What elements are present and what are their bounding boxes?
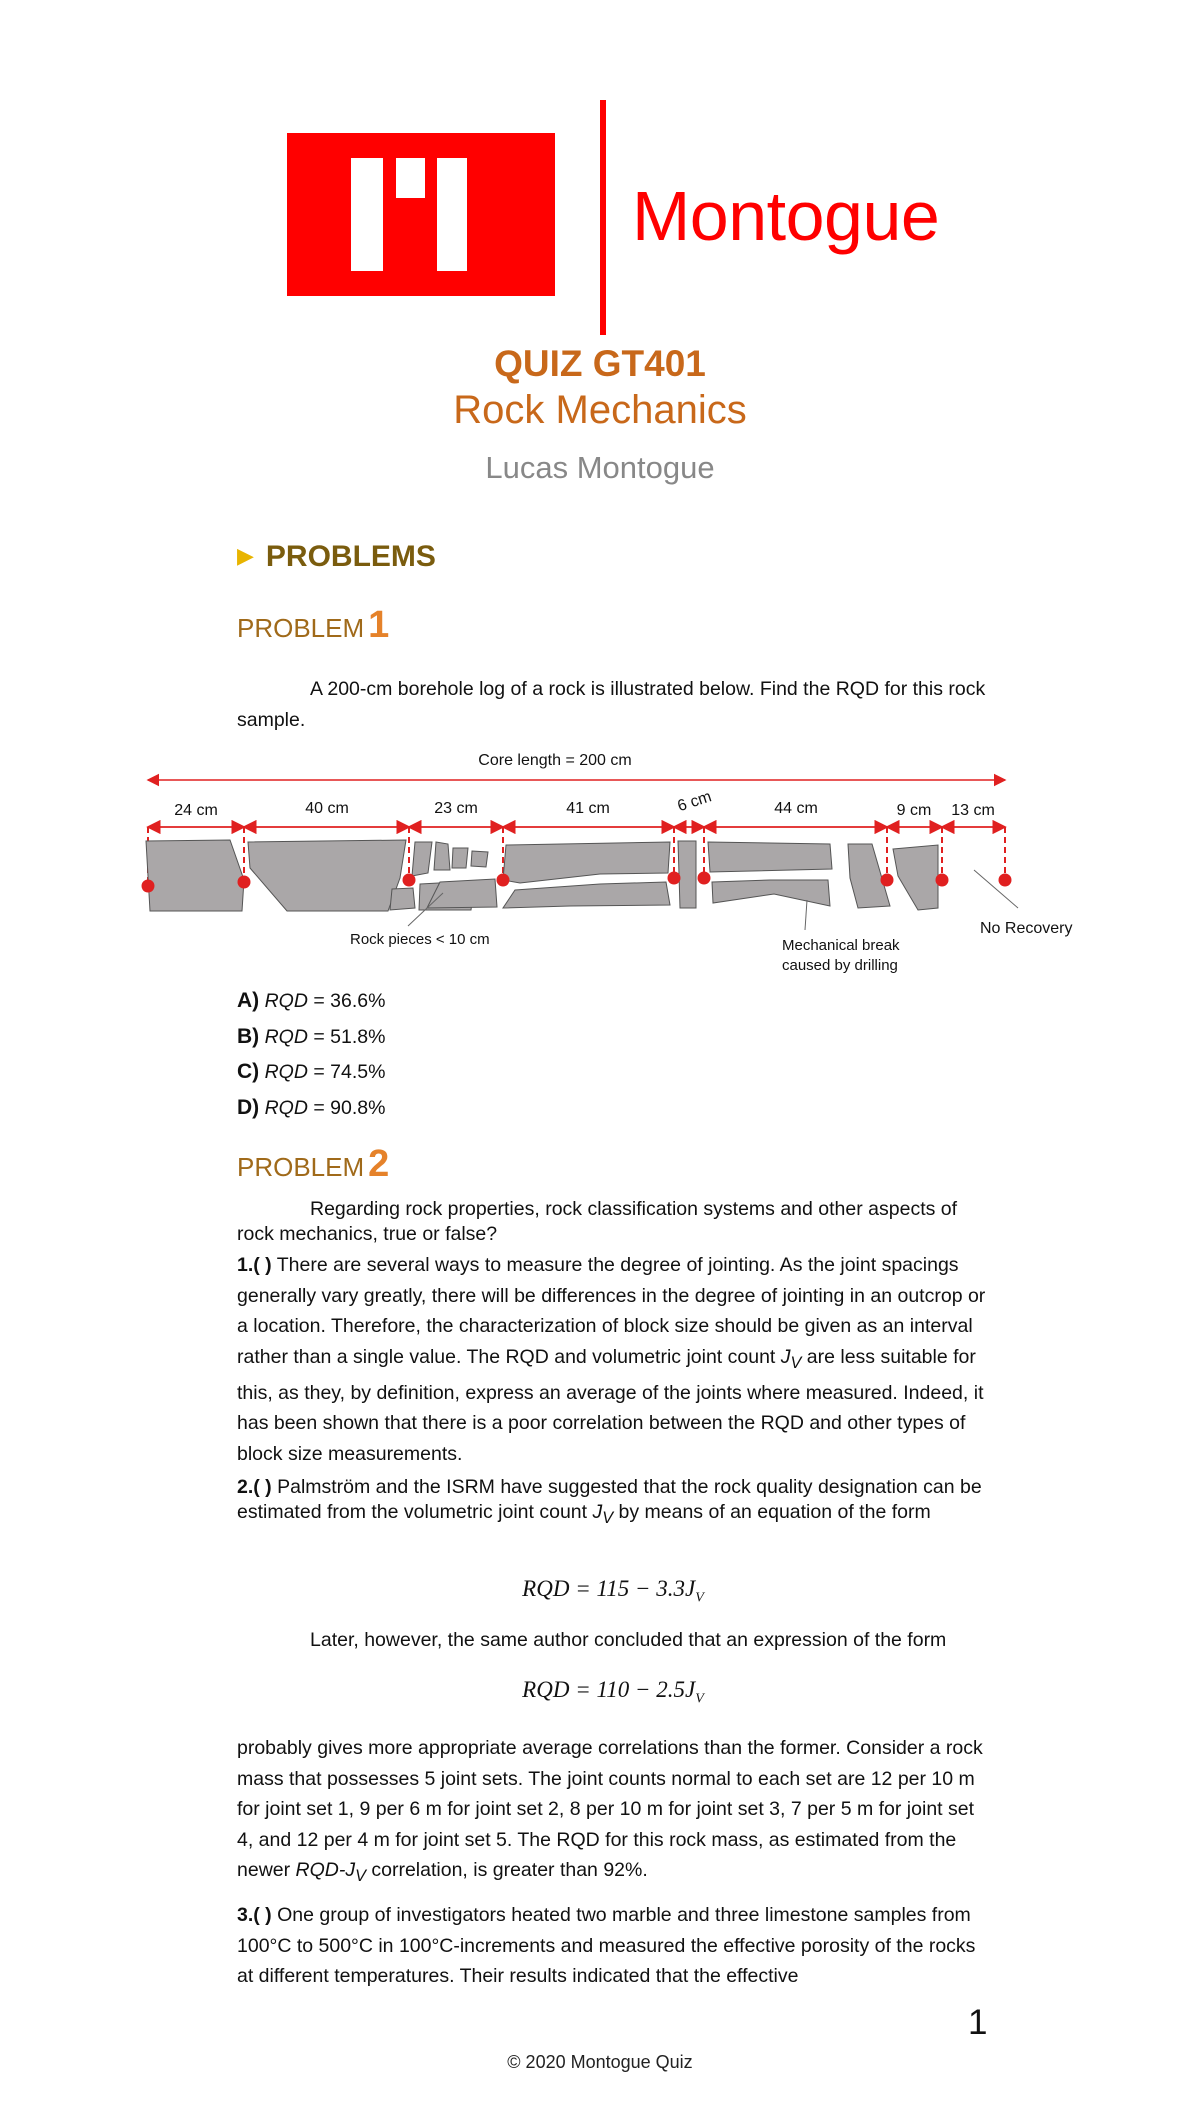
- item-1-marker: 1.( ): [237, 1254, 272, 1276]
- leader-no-recovery: [974, 870, 1018, 908]
- core-piece-3: [412, 842, 432, 876]
- borehole-log-diagram: [130, 748, 1090, 983]
- logo-divider: [600, 100, 606, 335]
- core-piece-6: [471, 851, 488, 867]
- segment-label-9: 9 cm: [896, 802, 932, 819]
- choice-b[interactable]: B) RQD = 51.8%: [237, 1024, 386, 1048]
- core-length-label: Core length = 200 cm: [478, 752, 632, 769]
- core-piece-13: [708, 842, 832, 872]
- label-caused-by-drilling: caused by drilling: [782, 957, 898, 974]
- page-number: 1: [968, 2003, 988, 2042]
- marker-dot-9: [999, 874, 1012, 887]
- section-heading: [237, 540, 436, 574]
- choice-a[interactable]: A) RQD = 36.6%: [237, 989, 386, 1012]
- core-piece-10: [503, 842, 670, 883]
- problem-1-statement: A 200-cm borehole log of a rock is illustrated below. Find the RQD for this rock sample.: [237, 678, 986, 731]
- marker-dot-5: [668, 872, 681, 885]
- marker-dot-6: [698, 872, 711, 885]
- logo-bar-left: [351, 158, 383, 271]
- core-piece-5: [452, 848, 468, 868]
- logo-wordmark: Montogue: [632, 177, 940, 255]
- choice-c[interactable]: C) RQD = 74.5%: [237, 1060, 386, 1083]
- quiz-author: Lucas Montogue: [485, 450, 715, 485]
- problem-2-number: 2: [368, 1143, 390, 1185]
- core-piece-1: [146, 840, 244, 911]
- quiz-subject: Rock Mechanics: [453, 388, 747, 432]
- label-no-recovery: No Recovery: [980, 920, 1073, 937]
- marker-dot-7: [881, 874, 894, 887]
- problem-2-item-3: 3.( ) One group of investigators heated two marble and three limestone samples from 100°C to 500°C in 100°C-increments and measured the effective porosity of the rocks at different temperatures. Their results indicated that the effective: [237, 1904, 976, 1987]
- core-piece-16: [893, 845, 938, 910]
- marker-dot-4: [497, 874, 510, 887]
- problem-2-intro: Regarding rock properties, rock classification systems and other aspects of rock mechanics, true or false?: [237, 1198, 958, 1245]
- problem-1-number: 1: [368, 604, 390, 646]
- problem-1-choices: [237, 983, 385, 1125]
- problem-2-item-1: 1.( ) There are several ways to measure the degree of jointing. As the joint spacings generally vary greatly, there will be differences in the degree of jointing in an outcrop or a location. Therefore, the characterization of block size should be given as an interval rather than a single value. The RQD and volumetric joint count $J_V$ are less suitable for this, as they, by definition, express an average of the joints where measured. Indeed, it has been shown that there is a poor correlation between the RQD and other types of block size measurements.: [237, 1254, 986, 1465]
- item-2-marker: 2.( ): [237, 1476, 272, 1498]
- segment-label-44: 44 cm: [774, 800, 818, 817]
- problem-1-heading: [237, 604, 389, 647]
- core-piece-14: [712, 880, 830, 906]
- problem-2-label: PROBLEM: [237, 1152, 365, 1182]
- label-mechanical-break: Mechanical break: [782, 937, 900, 954]
- item-2-later-text: Later, however, the same author concluded that an expression of the form: [310, 1629, 947, 1651]
- segment-label-40: 40 cm: [305, 800, 349, 817]
- marker-dot-8: [936, 874, 949, 887]
- triangle-arrow-icon: ▶: [237, 543, 254, 568]
- core-piece-12: [678, 841, 696, 908]
- label-rock-pieces: Rock pieces < 10 cm: [350, 931, 490, 948]
- problem-2-heading: [237, 1143, 389, 1186]
- item-3-marker: 3.( ): [237, 1904, 272, 1926]
- segment-label-6: 6 cm: [675, 788, 714, 816]
- segment-label-13: 13 cm: [951, 802, 995, 819]
- choice-d[interactable]: D) RQD = 90.8%: [237, 1095, 386, 1119]
- logo-bar-middle: [396, 158, 425, 198]
- logo-bar-right: [437, 158, 467, 271]
- marker-dot-1: [142, 880, 155, 893]
- formula-rqd-2: RQD = $110 - 2.5J_V$: [522, 1677, 704, 1707]
- marker-dot-2: [238, 876, 251, 889]
- core-piece-2: [248, 840, 406, 911]
- section-title: PROBLEMS: [265, 540, 436, 573]
- segment-label-41: 41 cm: [566, 800, 610, 817]
- segment-label-24: 24 cm: [174, 802, 218, 819]
- formula-rqd-1: RQD = $115 - 3.3J_V$: [522, 1576, 704, 1606]
- problem-2-item-2: 2.( ) Palmström and the ISRM have suggested that the rock quality designation can be estimated from the volumetric joint count $J_V$ by means of an equation of the form: [237, 1476, 982, 1527]
- core-piece-4: [434, 842, 450, 870]
- marker-dot-3: [403, 874, 416, 887]
- quiz-code: QUIZ GT401: [494, 343, 706, 384]
- item-2-continuation: probably gives more appropriate average correlations than the former. Consider a rock mass that possesses 5 joint sets. The joint counts normal to each set are 12 per 10 m for joint set 1, 9 per 6 m for joint set 2, 8 per 10 m for joint set 3, 7 per 5 m for joint set 4, and 12 per 4 m for joint set 5. The RQD for this rock mass, as estimated from the newer RQD-$J_V$ correlation, is greater than 92%.: [237, 1737, 983, 1885]
- core-piece-11: [503, 882, 670, 908]
- problem-1-label: PROBLEM: [237, 613, 365, 643]
- core-piece-7: [390, 888, 415, 910]
- logo-red-box: [287, 133, 555, 296]
- footer-copyright: © 2020 Montogue Quiz: [507, 2052, 693, 2072]
- leader-mechanical-break: [805, 900, 807, 930]
- segment-label-23: 23 cm: [434, 800, 478, 817]
- montogue-logo: [287, 100, 967, 340]
